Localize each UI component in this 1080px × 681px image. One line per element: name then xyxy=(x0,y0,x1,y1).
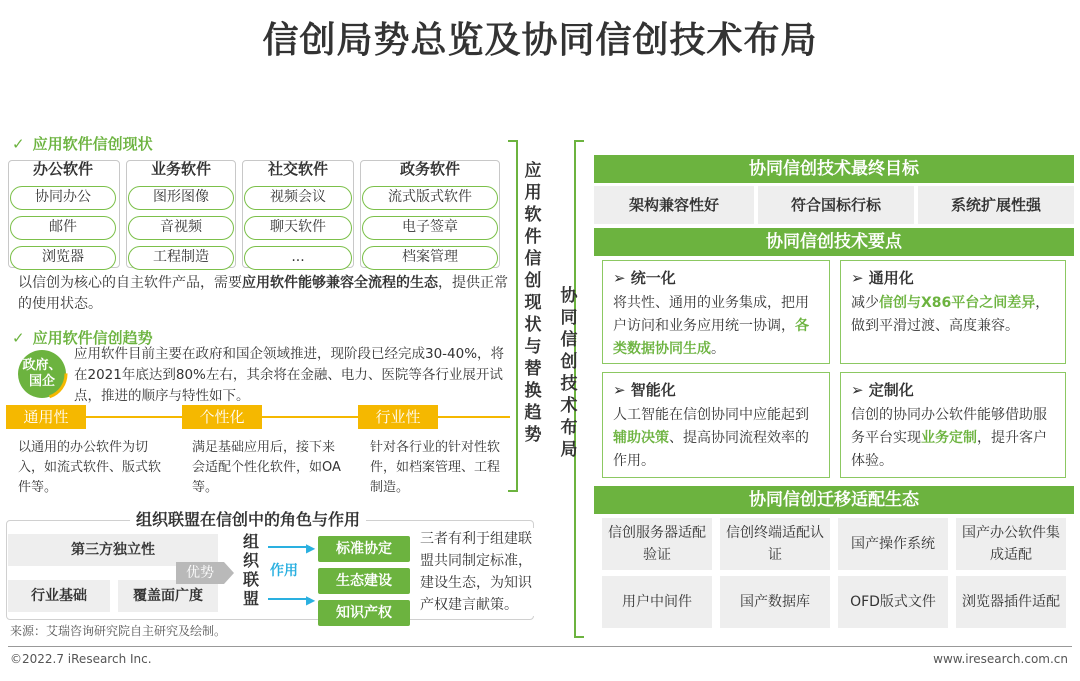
eco-item: 用户中间件 xyxy=(602,576,712,628)
footer-url[interactable]: www.iresearch.com.cn xyxy=(933,652,1068,666)
org-third-party: 第三方独立性 xyxy=(8,534,218,566)
trend-text: 应用软件目前主要在政府和国企领域推进，现阶段已经完成30-40%，将在2021年底达到80%左右，其余将在金融、电力、医院等各行业展开试点，推进的顺序与特性如下。 xyxy=(74,346,505,404)
arrow-line xyxy=(268,598,310,600)
goal-heading: 协同信创技术最终目标 xyxy=(594,155,1074,183)
card-intelligent: ➢ 智能化 人工智能在信创协同中应能起到辅助决策、提高协同流程效率的作用。 xyxy=(602,372,830,478)
footer-divider xyxy=(8,646,1072,647)
tag-divider xyxy=(262,416,358,418)
arrow-bullet-icon: ➢ xyxy=(613,381,631,399)
category-item: 图形图像 xyxy=(128,186,234,210)
card-unified: ➢ 统一化 将共性、通用的业务集成，把用户访问和业务应用统一协调，各类数据协同生成。 xyxy=(602,260,830,364)
org-item-ecosystem: 生态建设 xyxy=(318,568,410,594)
advantage-arrow-icon xyxy=(224,562,234,584)
arrow-bullet-icon: ➢ xyxy=(851,381,869,399)
tag-industry: 行业性 xyxy=(358,405,438,429)
category-item: 电子签章 xyxy=(362,216,498,240)
arrow-bullet-icon: ➢ xyxy=(851,269,869,287)
tag-personal: 个性化 xyxy=(182,405,262,429)
goal-item: 符合国标行标 xyxy=(758,186,914,224)
eco-heading: 协同信创迁移适配生态 xyxy=(594,486,1074,514)
org-desc: 三者有利于组建联盟共同制定标准，建设生态，为知识产权建言献策。 xyxy=(420,528,540,616)
category-item: 音视频 xyxy=(128,216,234,240)
org-label: 组 织 联 盟 xyxy=(242,532,259,608)
tag-divider xyxy=(86,416,182,418)
category-label: 业务软件 xyxy=(150,160,211,178)
category-item: 档案管理 xyxy=(362,246,498,270)
category-item: 聊天软件 xyxy=(244,216,352,240)
arrow-bullet-icon: ➢ xyxy=(613,269,631,287)
goal-item: 系统扩展性强 xyxy=(918,186,1074,224)
category-item: 流式版式软件 xyxy=(362,186,498,210)
arrow-line xyxy=(268,546,310,548)
eco-item: 浏览器插件适配 xyxy=(956,576,1066,628)
source-note: 来源：艾瑞咨询研究院自主研究及绘制。 xyxy=(10,624,227,638)
right-vertical-label: 协 同 信 创 技 术 布 局 xyxy=(560,286,578,460)
category-label: 政务软件 xyxy=(399,160,460,178)
points-heading: 协同信创技术要点 xyxy=(594,228,1074,256)
category-label: 办公软件 xyxy=(32,160,93,178)
page-title: 信创局势总览及协同信创技术布局 xyxy=(262,20,818,61)
arrow-right-icon: ▶ xyxy=(306,593,316,607)
eco-item: 国产办公软件集成适配 xyxy=(956,518,1066,570)
tag-desc-general: 以通用的办公软件为切入，如流式软件、版式软件等。 xyxy=(18,440,162,495)
tag-general: 通用性 xyxy=(6,405,86,429)
advantage-label: 优势 xyxy=(176,562,224,584)
card-general: ➢ 通用化 减少信创与X86平台之间差异，做到平滑过渡、高度兼容。 xyxy=(840,260,1066,364)
tag-divider xyxy=(438,416,510,418)
goal-item: 架构兼容性好 xyxy=(594,186,754,224)
status-text: 以信创为核心的自主软件产品，需要应用软件能够兼容全流程的生态，提供正常的使用状态。 xyxy=(18,275,508,312)
tag-desc-personal: 满足基础应用后，接下来会适配个性化软件，如OA等。 xyxy=(192,440,341,495)
arrow-right-icon: ▶ xyxy=(306,541,316,555)
role-label: 作用 xyxy=(270,563,298,579)
check-icon: ✓ xyxy=(12,135,25,153)
gov-badge: 政府、 国企 xyxy=(14,348,70,400)
footer-copyright: ©2022.7 iResearch Inc. xyxy=(10,652,152,666)
eco-item: 国产操作系统 xyxy=(838,518,948,570)
org-item-ip: 知识产权 xyxy=(318,600,410,626)
category-gov xyxy=(362,158,498,270)
trend-heading: ✓ 应用软件信创趋势 xyxy=(12,329,153,347)
card-custom: ➢ 定制化 信创的协同办公软件能够借助服务平台实现业务定制，提升客户体验。 xyxy=(840,372,1066,478)
category-label: 社交软件 xyxy=(267,160,328,178)
category-item: 邮件 xyxy=(10,216,116,240)
category-item: 工程制造 xyxy=(128,246,234,270)
status-heading: ✓ 应用软件信创现状 xyxy=(12,135,153,153)
eco-item: 信创服务器适配验证 xyxy=(602,518,712,570)
org-title: 组织联盟在信创中的角色与作用 xyxy=(130,507,366,530)
category-social xyxy=(244,158,352,270)
category-item: 浏览器 xyxy=(10,246,116,270)
eco-item: 信创终端适配认证 xyxy=(720,518,830,570)
org-industry: 行业基础 xyxy=(8,580,110,612)
category-business xyxy=(128,158,234,270)
left-vertical-label: 应 用 软 件 信 创 现 状 与 替 换 趋 势 xyxy=(524,161,542,445)
tag-desc-industry: 针对各行业的针对性软件，如档案管理、工程制造。 xyxy=(370,440,501,495)
org-item-standard: 标准协定 xyxy=(318,536,410,562)
category-item: 协同办公 xyxy=(10,186,116,210)
org-coverage: 覆盖面广度 xyxy=(118,580,218,612)
category-item: 视频会议 xyxy=(244,186,352,210)
category-office xyxy=(10,158,116,270)
category-item: ... xyxy=(244,246,352,270)
check-icon: ✓ xyxy=(12,329,25,347)
left-bracket xyxy=(508,140,518,492)
eco-item: OFD版式文件 xyxy=(838,576,948,628)
eco-item: 国产数据库 xyxy=(720,576,830,628)
